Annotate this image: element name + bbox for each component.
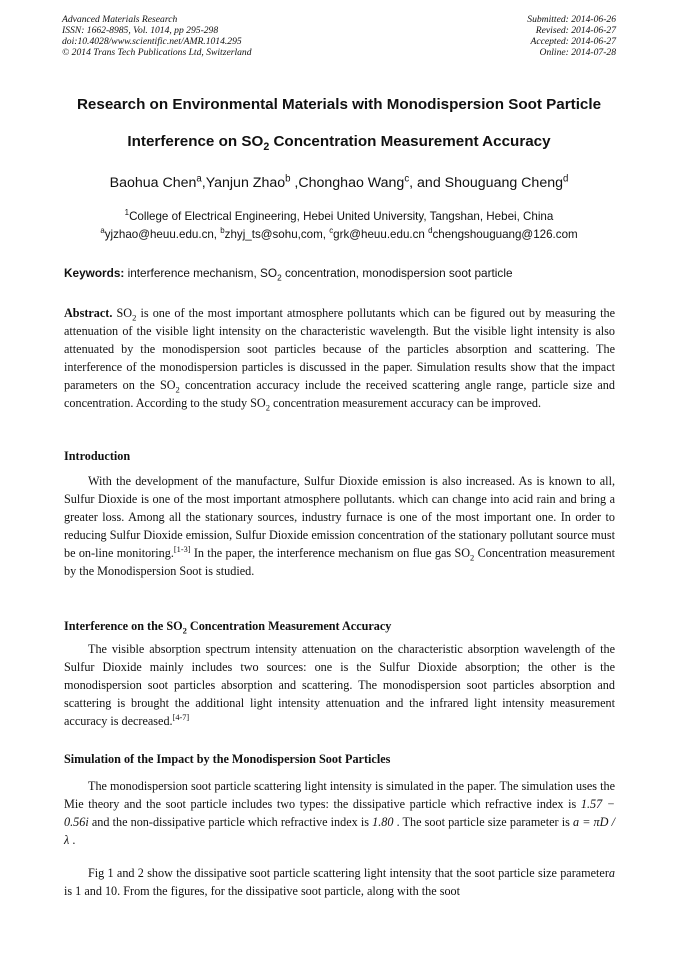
citation-ref[interactable]: [4-7] [172, 713, 190, 723]
intro-text: In the paper, the interference mechanism on flue gas SO [190, 546, 471, 561]
abstract [64, 304, 615, 413]
email-link[interactable]: grk@heuu.edu.cn [333, 228, 429, 241]
abstract-text: is one of the most important atmosphere pollutants which can be figured out by measuring the attenuation of the visible light intensity on the characteristic wavelength. But the visible light intensity is also attenuated by the monodispersion soot particles because of the particles absorption and scattering. The interference of the monodispersion particles is discussed in the paper. Simulation results show that the impact parameters on the SO [64, 306, 615, 393]
keywords-text: interference mechanism, SO [124, 266, 278, 280]
date-revised: Revised: 2014-06-27 [535, 25, 616, 36]
author-name: Baohua Chen [109, 175, 197, 191]
simulation-text: and the non-dissipative particle which refractive index is [88, 815, 373, 830]
math-refractive-index: 1.80 [372, 815, 394, 830]
simulation-text: is 1 and 10. From the figures, for the dissipative soot particle, along with the soot [64, 884, 461, 899]
email-link[interactable]: chengshouguang@126.com [432, 228, 578, 241]
email-sup: d [428, 226, 433, 236]
simulation-text: . The soot particle size parameter is [393, 815, 573, 830]
paper-title-line-2 [40, 133, 638, 154]
email-sup: b [220, 226, 225, 236]
author-sup: a [196, 173, 202, 185]
author-emails [40, 228, 638, 241]
abstract-subscript: 2 [175, 384, 180, 395]
keywords-label: Keywords: [64, 266, 125, 280]
simulation-paragraph [64, 777, 615, 849]
date-accepted: Accepted: 2014-06-27 [530, 36, 616, 47]
title-text: Interference on SO [127, 133, 264, 150]
math-refractive-index: 1.57 − 0.56i [64, 797, 615, 830]
author-name: , and Shouguang Cheng [409, 175, 563, 191]
intro-subscript: 2 [470, 552, 475, 563]
introduction-paragraph [64, 472, 615, 581]
author-sup: d [563, 173, 569, 185]
author-sup: b [285, 173, 291, 185]
keywords-text: concentration, monodispersion soot particle [281, 266, 513, 280]
interference-text: The visible absorption spectrum intensity attenuation on the characteristic absorption wavelength of the Sulfur Dioxide mainly includes two sources: one is the Sulfur Dioxide absorption; the other is the monodispersion soot particles absorption and scattering. The monodispersion soot particles absorption and scattering is brought the additional light intensity attenuation and the infrared light intensity measurement accuracy is decreased. [64, 642, 615, 729]
abstract-subscript: 2 [132, 312, 137, 323]
intro-text: Concentration measurement by the Monodispersion Soot is studied. [64, 546, 615, 579]
author-list [40, 175, 638, 191]
figure-description-paragraph [64, 864, 615, 900]
heading-text: Interference on the SO [64, 619, 183, 633]
title-subscript: 2 [263, 141, 270, 154]
section-heading-simulation: Simulation of the Impact by the Monodispersion Soot Particles [64, 752, 391, 766]
title-text: Concentration Measurement Accuracy [269, 133, 551, 150]
journal-info [62, 14, 252, 58]
abstract-text: concentration accuracy include the received scattering angle range, particle size and concentration. According to the study SO [64, 378, 615, 411]
journal-issn: ISSN: 1662-8985, Vol. 1014, pp 295-298 [62, 25, 219, 36]
simulation-text: . [69, 833, 76, 848]
keywords [64, 266, 614, 283]
math-size-parameter: a = πD / λ [64, 815, 615, 848]
email-sup: c [329, 226, 334, 236]
abstract-subscript: 2 [265, 402, 270, 413]
abstract-text: concentration measurement accuracy can be improved. [270, 396, 542, 411]
date-submitted: Submitted: 2014-06-26 [527, 14, 616, 25]
author-name: ,Yanjun Zhao [201, 175, 286, 191]
heading-text: Concentration Measurement Accuracy [186, 619, 392, 633]
heading-subscript: 2 [182, 625, 187, 636]
abstract-text: SO [112, 306, 133, 320]
author-name: ,Chonghao Wang [290, 175, 405, 191]
date-online: Online: 2014-07-28 [539, 47, 616, 58]
email-link[interactable]: yjzhao@heuu.edu.cn, [104, 228, 221, 241]
submission-dates [527, 14, 616, 58]
author-sup: c [404, 173, 410, 185]
keywords-subscript: 2 [277, 273, 282, 283]
email-link[interactable]: zhyj_ts@sohu,com, [224, 228, 330, 241]
journal-name: Advanced Materials Research [62, 14, 178, 25]
affiliation-sup: 1 [124, 208, 130, 218]
section-heading-interference [64, 619, 391, 634]
citation-ref[interactable]: [1-3] [173, 545, 191, 555]
affiliation-text: College of Electrical Engineering, Hebei United University, Tangshan, Hebei, China [129, 210, 554, 223]
abstract-label: Abstract. [64, 306, 113, 320]
affiliation [40, 210, 638, 223]
section-heading-introduction: Introduction [64, 449, 131, 463]
simulation-text: The monodispersion soot particle scattering light intensity is simulated in the paper. The simulation uses the Mie theory and the soot particle includes two types: the dissipative particle which refractive index is [64, 779, 615, 812]
interference-paragraph [64, 640, 615, 730]
journal-doi[interactable]: doi:10.4028/www.scientific.net/AMR.1014.295 [62, 36, 242, 47]
math-variable: a [608, 866, 615, 880]
paper-title-line-1: Research on Environmental Materials with Monodispersion Soot Particle [76, 96, 602, 113]
journal-copyright: © 2014 Trans Tech Publications Ltd, Switzerland [62, 47, 252, 58]
simulation-text: Fig 1 and 2 show the dissipative soot particle scattering light intensity that the soot particle size parameter [88, 866, 609, 880]
email-sup: a [100, 226, 105, 236]
intro-text: With the development of the manufacture, Sulfur Dioxide emission is also increased. As is known to all, Sulfur Dioxide is one of the most important atmosphere pollutants. which can change into acid rain and bring a greater loss. Among all the stationary sources, industry furnace is one of the most important one. In order to reducing Sulfur Dioxide emission, Sulfur Dioxide emission concentration of the stationary pollutant source must be on-line monitoring. [64, 474, 615, 561]
